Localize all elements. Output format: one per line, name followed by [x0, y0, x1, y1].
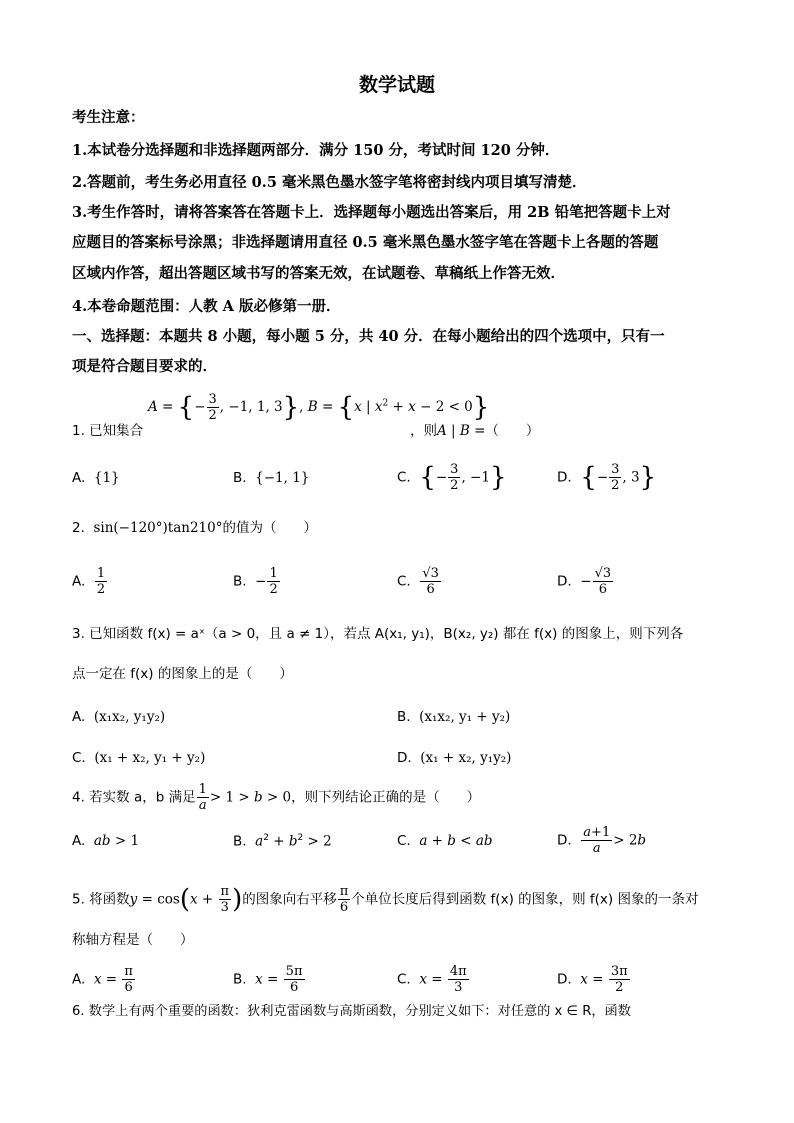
q1-option-d: D. {− $\frac{3}{2}$ , 3}	[557, 462, 657, 493]
q1-prefix: 1. 已知集合	[72, 423, 144, 439]
notice-heading: 考生注意：	[72, 109, 145, 126]
q5-stem-line-1: 5. 将函数y = cos(x + $\frac{\pi}{3}$ )的图象向右平移 $\frac{\pi}{6}$ 个单位长度后得到函数 f(x) 的图象，则 f(x) 图象的一条对	[72, 884, 699, 915]
notice-item-3-line-2: 应题目的答案标号涂黑；非选择题请用直径 0.5 毫米黑色墨水签字笔在答题卡上各题的答题	[72, 234, 659, 251]
q3-option-a: A. (x₁x₂, y₁y₂)	[72, 709, 166, 725]
q2-option-d: D. − $\frac{√3}{6}$	[557, 566, 612, 597]
q2-option-a: A. $\frac{1}{2}$	[72, 566, 106, 597]
q1-option-b: B. {−1, 1}	[233, 470, 310, 486]
q2-option-c: C. $\frac{√3}{6}$	[397, 566, 439, 597]
q4-option-d: D. $\frac{a+1}{a}$ > 2b	[557, 825, 647, 856]
q3-stem-line-1: 3. 已知函数 f(x) = aˣ（a > 0，且 a ≠ 1），若点 A(x₁, y₁)，B(x₂, y₂) 都在 f(x) 的图象上，则下列各	[72, 626, 684, 642]
q6-stem-line-1: 6. 数学上有两个重要的函数：狄利克雷函数与高斯函数，分别定义如下：对任意的 x ∈ R，函数	[72, 1004, 631, 1019]
q3-stem-line-2: 点一定在 f(x) 的图象上的是（ ）	[72, 666, 293, 682]
q5-option-d: D. x = $\frac{3\pi}{2}$	[557, 964, 628, 995]
page-title: 数学试题	[358, 74, 435, 96]
notice-item-4: 4.本卷命题范围：人教 A 版必修第一册．	[72, 298, 341, 315]
q5-option-b: B. x = $\frac{5\pi}{6}$	[233, 964, 303, 995]
q3-option-c: C. (x₁ + x₂, y₁ + y₂)	[72, 750, 206, 766]
q5-option-a: A. x = $\frac{\pi}{6}$	[72, 964, 133, 995]
q3-option-d: D. (x₁ + x₂, y₁y₂)	[397, 750, 512, 766]
notice-item-3-line-1: 3.考生作答时，请将答案答在答题卡上．选择题每小题选出答案后，用 2B 铅笔把答题卡上对	[72, 204, 671, 221]
q1-question-end: ，则A | B =（ ）	[410, 423, 540, 439]
q4-option-b: B. $a^2 + b^2 > 2$	[233, 833, 332, 850]
q5-option-c: C. x = $\frac{4\pi}{3}$	[397, 964, 467, 995]
q1-option-c: C. {− $\frac{3}{2}$ , −1}	[397, 462, 507, 493]
q5-stem-line-2: 称轴方程是（ ）	[72, 932, 194, 948]
q4-option-a: A. ab > 1	[72, 833, 140, 849]
section-heading-line-2: 项是符合题目要求的．	[72, 358, 217, 375]
q4-stem: 4. 若实数 a，b 满足 $\frac{1}{a}$ > 1 > b > 0，则下列结论正确的是（ ）	[72, 782, 481, 813]
q1-sets-formula: A = {− $\frac{3}{2}$ , −1, 1, 3}, B = {x | $x^2 + x - 2 < 0$}	[148, 392, 490, 423]
section-heading-line-1: 一、选择题：本题共 8 小题，每小题 5 分，共 40 分．在每小题给出的四个选项中，只有一	[72, 328, 665, 345]
notice-item-3-line-3: 区域内作答，超出答题区域书写的答案无效，在试题卷、草稿纸上作答无效．	[72, 265, 565, 282]
q2-option-b: B. − $\frac{1}{2}$	[233, 566, 278, 597]
q4-option-c: C. a + b < ab	[397, 833, 493, 849]
notice-item-1: 1.本试卷分选择题和非选择题两部分．满分 150 分，考试时间 120 分钟．	[72, 142, 560, 159]
q2-stem: 2. sin(−120°)tan210°的值为（ ）	[72, 520, 317, 536]
q3-option-b: B. (x₁x₂, y₁ + y₂)	[397, 709, 511, 725]
q1-option-a: A. {1}	[72, 470, 120, 486]
notice-item-2: 2.答题前，考生务必用直径 0.5 毫米黑色墨水签字笔将密封线内项目填写清楚．	[72, 174, 587, 191]
